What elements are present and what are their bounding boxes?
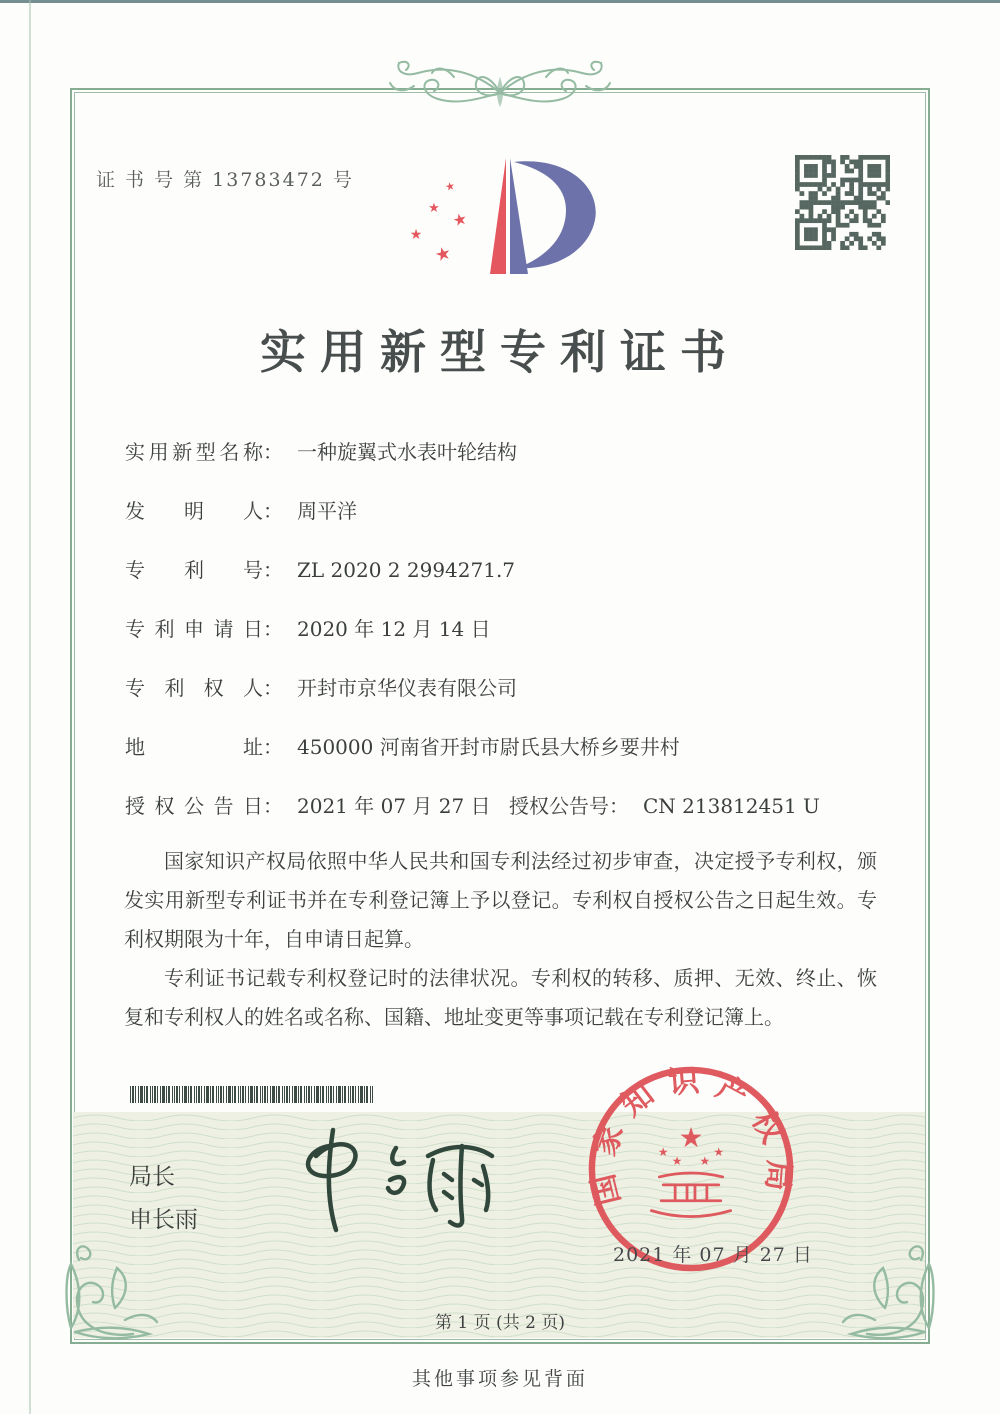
field-row-name: 实用新型名称： 一种旋翼式水表叶轮结构 bbox=[125, 440, 517, 464]
barcode-icon bbox=[130, 1086, 378, 1103]
legal-paragraph: 国家知识产权局依照中华人民共和国专利法经过初步审查，决定授予专利权，颁发实用新型专利证书并在专利登记簿上予以登记。专利权自授权公告之日起生效。专利权期限为十年，自申请日起算。 bbox=[124, 849, 877, 951]
page-number: 第 1 页 (共 2 页) bbox=[435, 1313, 565, 1333]
back-note: 其他事项参见背面 bbox=[411, 1368, 588, 1390]
national-emblem-icon bbox=[651, 1121, 730, 1216]
director-name: 申长雨 bbox=[129, 1207, 198, 1233]
field-row-filing-date: 专利申请日： 2020 年 12 月 14 日 bbox=[125, 617, 491, 641]
svg-text:★: ★ bbox=[713, 1145, 725, 1160]
field-row-grant: 授权公告日： 2021 年 07 月 27 日 授权公告号： CN 213812451 U bbox=[125, 794, 820, 818]
svg-text:★: ★ bbox=[443, 179, 457, 194]
field-label: 授权公告号 bbox=[509, 794, 609, 818]
legal-text bbox=[124, 842, 877, 1037]
grant-number-value: CN 213812451 U bbox=[643, 794, 820, 818]
field-label: 地址 bbox=[125, 735, 263, 759]
svg-text:★: ★ bbox=[678, 1121, 704, 1155]
seal-date: 2021 年 07 月 27 日 bbox=[613, 1244, 813, 1266]
field-label: 专利权人 bbox=[125, 676, 263, 700]
field-label: 授权公告日 bbox=[125, 794, 263, 818]
field-value: 周平洋 bbox=[297, 499, 357, 523]
field-value: 2020 年 12 月 14 日 bbox=[297, 617, 491, 641]
field-label: 专利号 bbox=[125, 558, 263, 582]
svg-text:★: ★ bbox=[432, 242, 454, 267]
field-label: 专利申请日 bbox=[125, 617, 263, 641]
svg-text:★: ★ bbox=[657, 1145, 669, 1160]
field-value: 开封市京华仪表有限公司 bbox=[297, 676, 517, 700]
certificate-title: 实用新型专利证书 bbox=[260, 325, 740, 379]
svg-text:★: ★ bbox=[671, 1154, 683, 1169]
svg-text:★: ★ bbox=[699, 1154, 711, 1169]
field-label: 实用新型名称 bbox=[125, 440, 263, 464]
certificate-number: 证 书 号 第 13783472 号 bbox=[96, 169, 354, 191]
grant-date-value: 2021 年 07 月 27 日 bbox=[297, 794, 491, 818]
qr-code-icon bbox=[795, 155, 890, 250]
field-row-inventor: 发明人： 周平洋 bbox=[125, 499, 357, 523]
svg-text:★: ★ bbox=[450, 208, 470, 231]
svg-text:★: ★ bbox=[409, 227, 423, 243]
field-value: 一种旋翼式水表叶轮结构 bbox=[297, 440, 517, 464]
field-label: 发明人 bbox=[125, 499, 263, 523]
cnipa-logo-icon bbox=[398, 146, 613, 291]
field-row-patent-number: 专利号： ZL 2020 2 2994271.7 bbox=[125, 558, 516, 582]
svg-text:★: ★ bbox=[428, 201, 440, 216]
grant-number-group: 授权公告号： CN 213812451 U bbox=[509, 794, 820, 818]
seal-ring-text: 国家知识产权局 bbox=[585, 1062, 798, 1209]
field-value: 450000 河南省开封市尉氏县大桥乡要井村 bbox=[297, 735, 680, 759]
field-row-patentee: 专利权人： 开封市京华仪表有限公司 bbox=[125, 676, 517, 700]
scan-top-edge bbox=[0, 0, 1000, 3]
scan-left-edge bbox=[29, 0, 31, 1414]
field-value: ZL 2020 2 2994271.7 bbox=[297, 558, 516, 582]
legal-paragraph: 专利证书记载专利权登记时的法律状况。专利权的转移、质押、无效、终止、恢复和专利权人的姓名或名称、国籍、地址变更等事项记载在专利登记簿上。 bbox=[124, 966, 877, 1029]
director-title: 局长 bbox=[129, 1164, 175, 1190]
field-row-address: 地址： 450000 河南省开封市尉氏县大桥乡要井村 bbox=[125, 735, 680, 759]
certificate-fields bbox=[125, 441, 905, 854]
handwritten-signature-icon bbox=[278, 1118, 528, 1238]
